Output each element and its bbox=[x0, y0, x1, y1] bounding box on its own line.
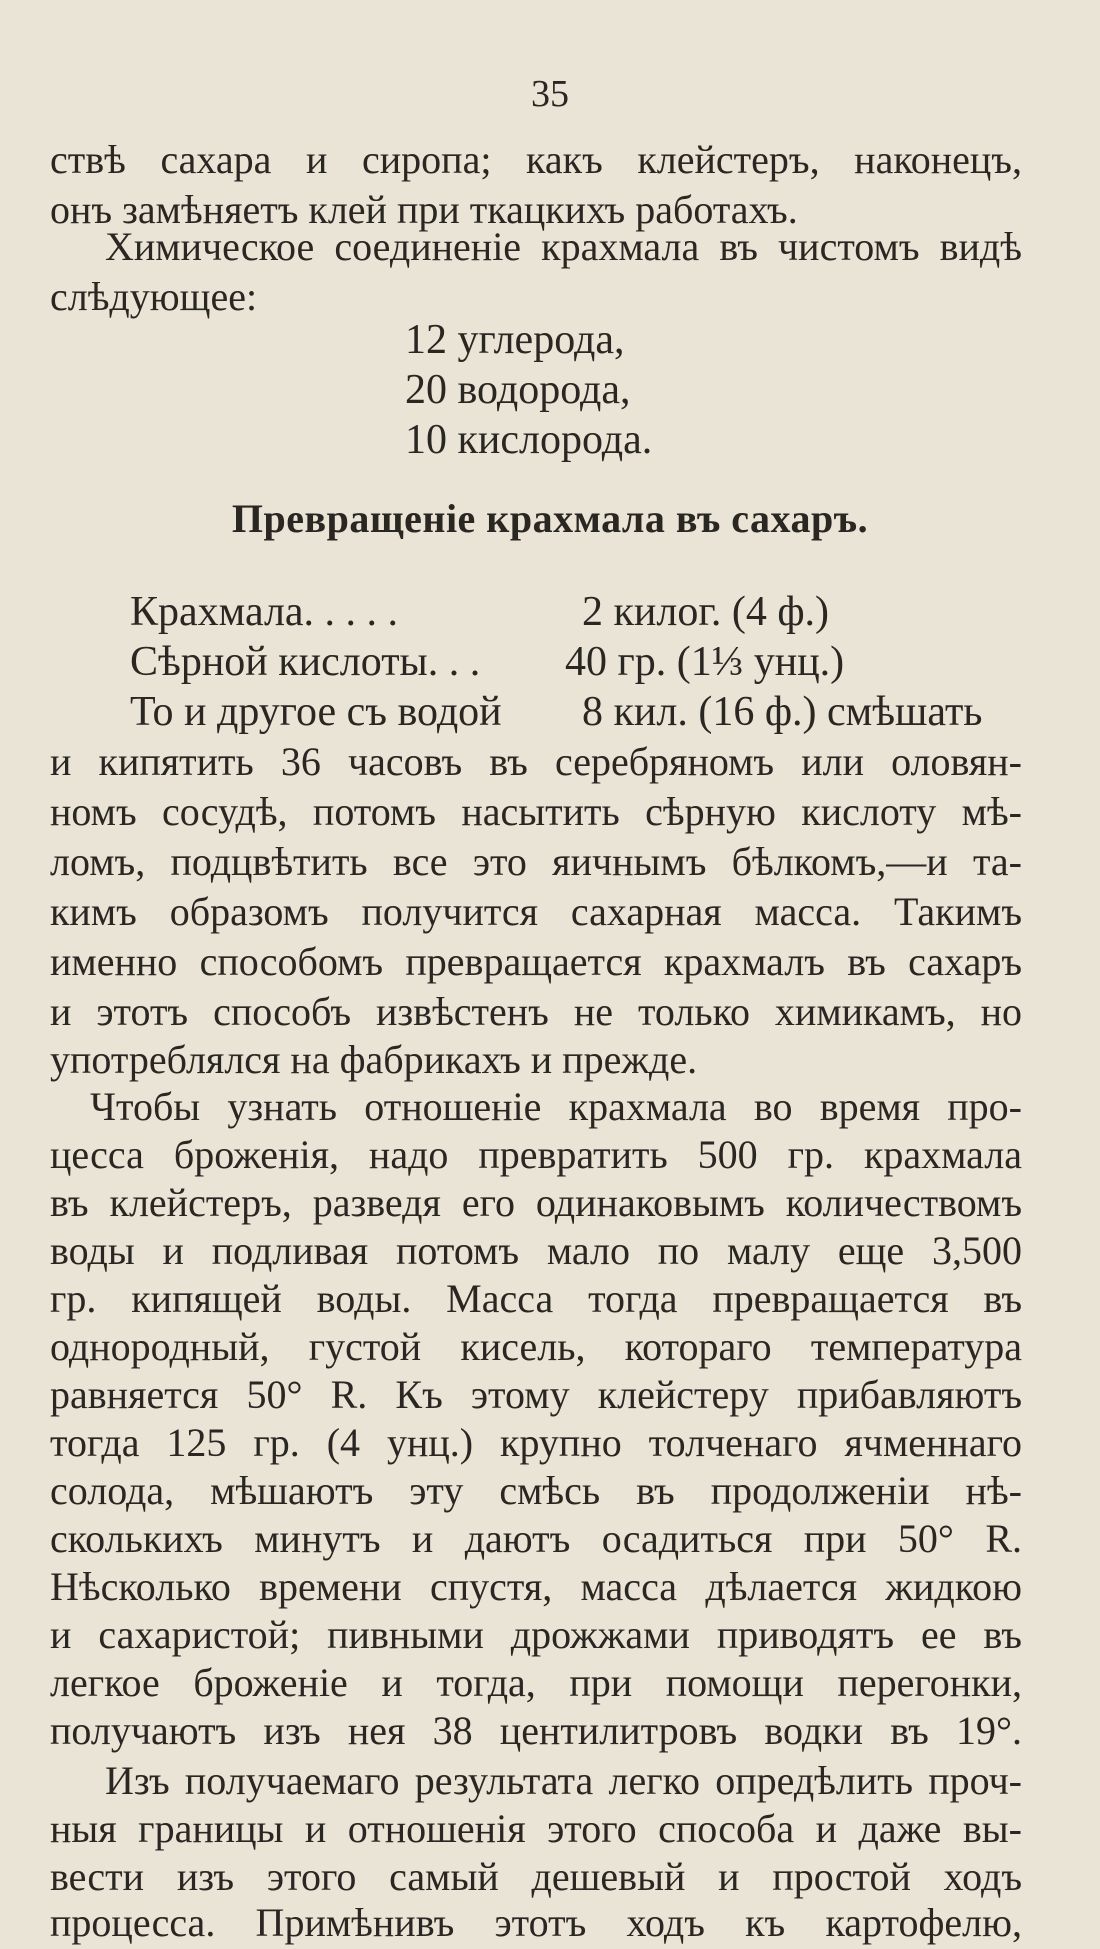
text-line: Химическое соединеніе крахмала въ чистомъ видѣ bbox=[105, 224, 1022, 269]
text-line: получаютъ изъ нея 38 центилитровъ водки въ 19°. bbox=[50, 1708, 1022, 1753]
recipe-item-name: Крахмала. . . . . bbox=[130, 589, 399, 635]
text-line: и этотъ способъ извѣстенъ не только химикамъ, но bbox=[50, 989, 1022, 1034]
text-line: въ клейстеръ, разведя его одинаковымъ количествомъ bbox=[50, 1180, 1022, 1225]
text-line: кимъ образомъ получится сахарная масса. Такимъ bbox=[50, 889, 1022, 934]
text-line: именно способомъ превращается крахмалъ въ сахаръ bbox=[50, 939, 1022, 984]
text-line: Чтобы узнать отношеніе крахмала во время про- bbox=[90, 1084, 1022, 1129]
recipe-item-amount: 2 килог. (4 ф.) bbox=[582, 589, 830, 635]
text-line: и сахаристой; пивными дрожжами приводятъ ее въ bbox=[50, 1612, 1022, 1657]
recipe-item-name: То и другое съ водой bbox=[130, 689, 502, 735]
text-line: легкое броженіе и тогда, при помощи перегонки, bbox=[50, 1660, 1022, 1705]
section-heading: Превращеніе крахмала въ сахаръ. bbox=[231, 496, 869, 541]
text-line: гр. кипящей воды. Масса тогда превращается въ bbox=[50, 1276, 1022, 1321]
recipe-item-amount: 8 кил. (16 ф.) смѣшать bbox=[582, 689, 983, 735]
recipe-item-amount: 40 гр. (1⅓ унц.) bbox=[565, 639, 845, 685]
text-line: онъ замѣняетъ клей при ткацкихъ работахъ. bbox=[50, 187, 798, 232]
text-line: номъ сосудѣ, потомъ насытить сѣрную кислоту мѣ- bbox=[50, 789, 1022, 834]
text-line: воды и подливая потомъ мало по малу еще 3,500 bbox=[50, 1228, 1022, 1273]
formula-line: 10 кислорода. bbox=[405, 417, 653, 463]
recipe-item-name: Сѣрной кислоты. . . bbox=[130, 639, 481, 685]
text-line: ломъ, подцвѣтить все это яичнымъ бѣлкомъ,—и та- bbox=[50, 839, 1022, 884]
text-line: слѣдующее: bbox=[50, 274, 258, 319]
text-line: ствѣ сахара и сиропа; какъ клейстеръ, наконецъ, bbox=[50, 137, 1022, 182]
text-line: Изъ получаемаго результата легко опредѣлить проч- bbox=[105, 1758, 1022, 1803]
text-line: сколькихъ минутъ и даютъ осадиться при 50° R. bbox=[50, 1516, 1022, 1561]
text-line: однородный, густой кисель, котораго температура bbox=[50, 1324, 1022, 1369]
text-line: солода, мѣшаютъ эту смѣсь въ продолженіи нѣ- bbox=[50, 1468, 1022, 1513]
text-line: цесса броженія, надо превратить 500 гр. крахмала bbox=[50, 1132, 1022, 1177]
text-line: употреблялся на фабрикахъ и прежде. bbox=[50, 1037, 698, 1082]
text-line: вести изъ этого самый дешевый и простой ходъ bbox=[50, 1854, 1022, 1899]
text-line: ныя границы и отношенія этого способа и даже вы- bbox=[50, 1806, 1022, 1851]
page-number: 35 bbox=[531, 73, 569, 115]
text-line: процесса. Примѣнивъ этотъ ходъ къ картофелю, bbox=[50, 1900, 1022, 1945]
text-line: равняется 50° R. Къ этому клейстеру прибавляютъ bbox=[50, 1372, 1022, 1417]
text-line: тогда 125 гр. (4 унц.) крупно толченаго ячменнаго bbox=[50, 1420, 1022, 1465]
formula-line: 12 углерода, bbox=[405, 317, 625, 363]
text-line: и кипятить 36 часовъ въ серебряномъ или оловян- bbox=[50, 739, 1022, 784]
text-line: Нѣсколько времени спустя, масса дѣлается жидкою bbox=[50, 1564, 1022, 1609]
formula-line: 20 водорода, bbox=[405, 367, 631, 413]
